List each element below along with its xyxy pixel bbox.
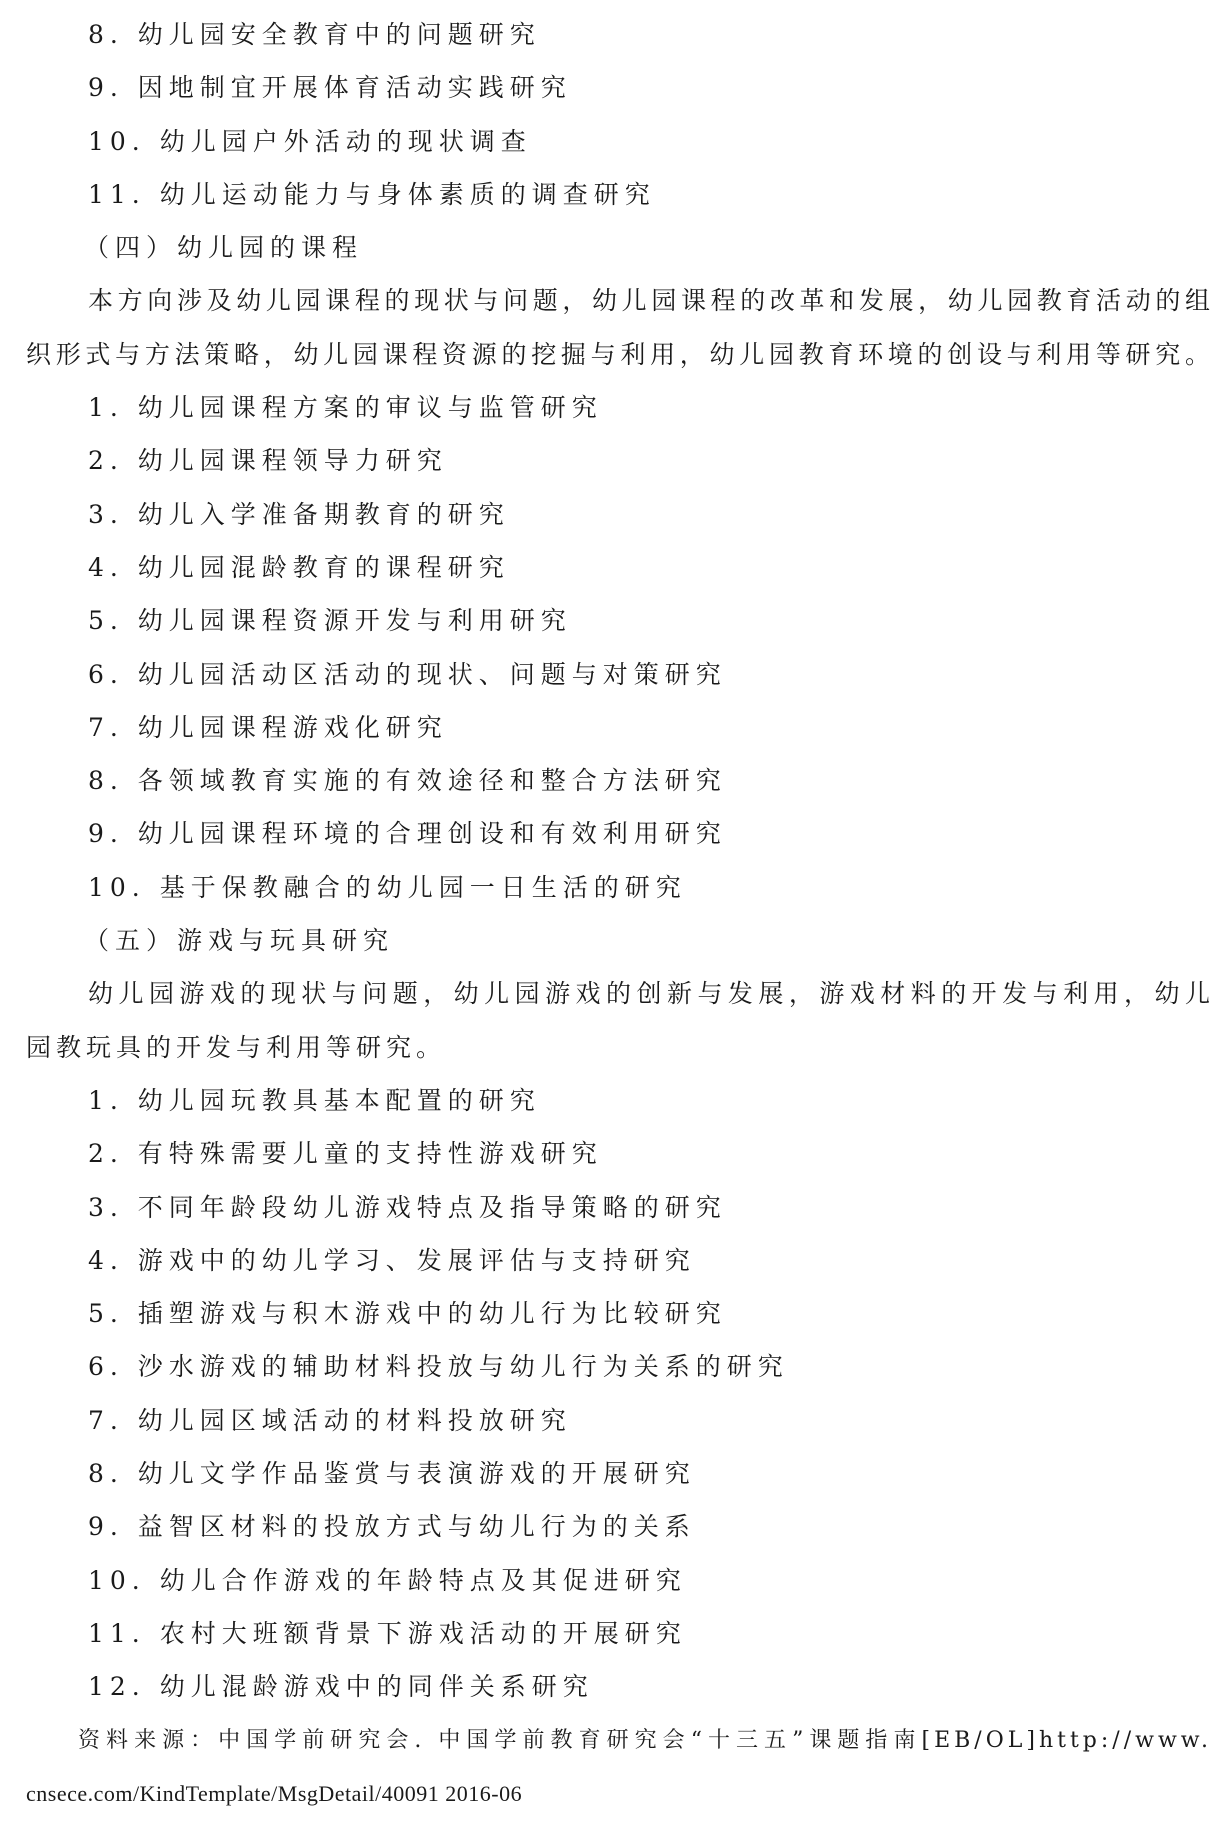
list-item: 5. 插塑游戏与积木游戏中的幼儿行为比较研究 xyxy=(88,1299,727,1329)
source-url: cnsece.com/KindTemplate/MsgDetail/40091 2016-06 xyxy=(26,1780,523,1806)
list-item: 10. 幼儿园户外活动的现状调查 xyxy=(88,126,532,156)
section-heading: （五）游戏与玩具研究 xyxy=(84,926,395,956)
list-item: 10. 幼儿合作游戏的年龄特点及其促进研究 xyxy=(88,1565,687,1595)
section-heading: （四）幼儿园的课程 xyxy=(84,233,364,263)
list-item: 6. 沙水游戏的辅助材料投放与幼儿行为关系的研究 xyxy=(88,1352,789,1382)
list-item: 6. 幼儿园活动区活动的现状、问题与对策研究 xyxy=(88,659,727,689)
list-item: 2. 有特殊需要儿童的支持性游戏研究 xyxy=(88,1139,603,1169)
list-item: 9. 因地制宜开展体育活动实践研究 xyxy=(88,73,572,103)
list-item: 3. 不同年龄段幼儿游戏特点及指导策略的研究 xyxy=(88,1192,727,1222)
list-item: 4. 游戏中的幼儿学习、发展评估与支持研究 xyxy=(88,1245,696,1275)
paragraph-line: 幼儿园游戏的现状与问题，幼儿园游戏的创新与发展，游戏材料的开发与利用，幼儿 xyxy=(88,979,1212,1009)
list-item: 3. 幼儿入学准备期教育的研究 xyxy=(88,499,510,529)
paragraph-line: 园教玩具的开发与利用等研究。 xyxy=(26,1032,447,1062)
list-item: 2. 幼儿园课程领导力研究 xyxy=(88,446,448,476)
list-item: 7. 幼儿园区域活动的材料投放研究 xyxy=(88,1405,572,1435)
list-item: 12. 幼儿混龄游戏中的同伴关系研究 xyxy=(88,1672,594,1702)
list-item: 1. 幼儿园玩教具基本配置的研究 xyxy=(88,1085,541,1115)
list-item: 4. 幼儿园混龄教育的课程研究 xyxy=(88,552,510,582)
paragraph-line: 本方向涉及幼儿园课程的现状与问题，幼儿园课程的改革和发展，幼儿园教育活动的组 xyxy=(88,286,1212,316)
list-item: 5. 幼儿园课程资源开发与利用研究 xyxy=(88,606,572,636)
source-citation: 资料来源：中国学前研究会. 中国学前教育研究会“十三五”课题指南[EB/OL]http://www. xyxy=(78,1727,1212,1753)
list-item: 9. 益智区材料的投放方式与幼儿行为的关系 xyxy=(88,1512,696,1542)
list-item: 8. 各领域教育实施的有效途径和整合方法研究 xyxy=(88,766,727,796)
list-item: 10. 基于保教融合的幼儿园一日生活的研究 xyxy=(88,872,687,902)
paragraph-line: 织形式与方法策略，幼儿园课程资源的挖掘与利用，幼儿园教育环境的创设与利用等研究。 xyxy=(26,339,1212,369)
list-item: 11. 幼儿运动能力与身体素质的调查研究 xyxy=(88,179,656,209)
document-page xyxy=(0,8,1230,1820)
list-item: 8. 幼儿文学作品鉴赏与表演游戏的开展研究 xyxy=(88,1459,696,1489)
list-item: 9. 幼儿园课程环境的合理创设和有效利用研究 xyxy=(88,819,727,849)
list-item: 1. 幼儿园课程方案的审议与监管研究 xyxy=(88,393,603,423)
list-item: 8. 幼儿园安全教育中的问题研究 xyxy=(88,20,541,49)
list-item: 11. 农村大班额背景下游戏活动的开展研究 xyxy=(88,1618,687,1648)
list-item: 7. 幼儿园课程游戏化研究 xyxy=(88,712,448,742)
